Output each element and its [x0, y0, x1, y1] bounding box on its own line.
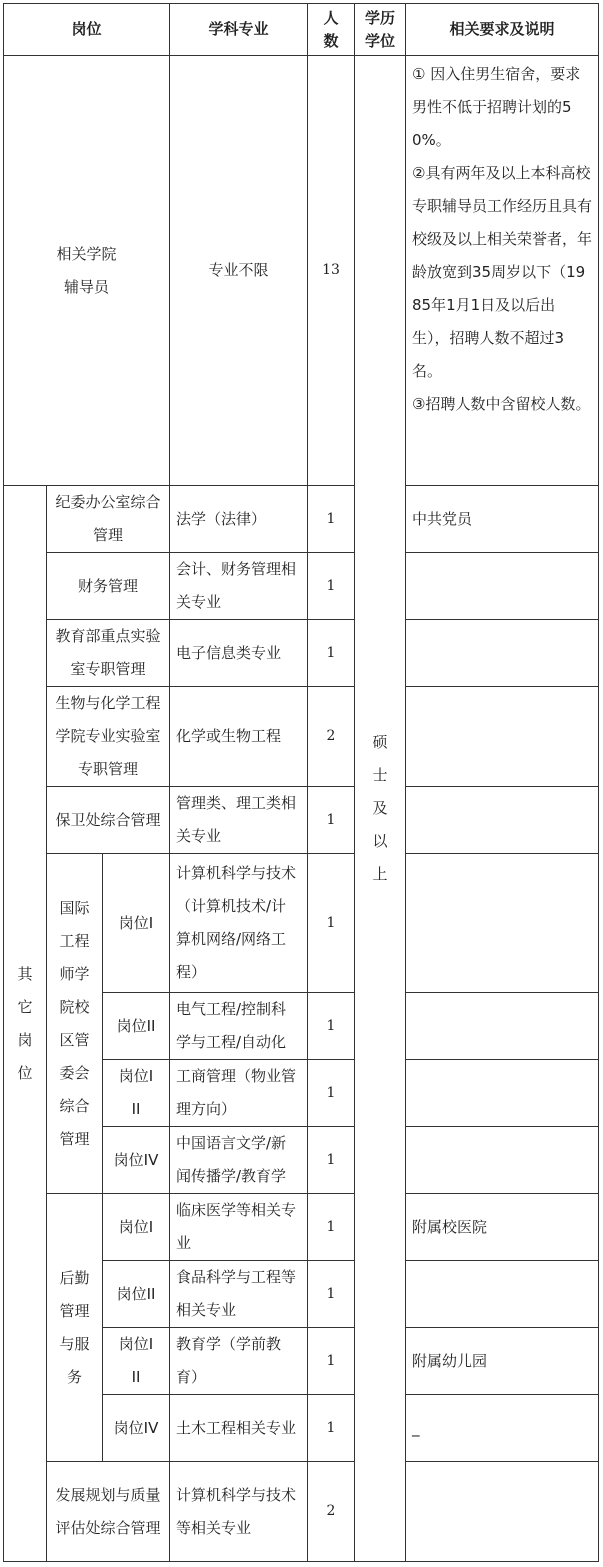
- post-cell: 教育部重点实验室专职管理: [47, 620, 170, 687]
- counselor-major: 专业不限: [170, 56, 308, 486]
- notes-cell: [406, 1462, 599, 1562]
- count-cell: 1: [308, 553, 355, 620]
- notes-cell: [406, 993, 599, 1060]
- notes-cell: _: [406, 1395, 599, 1462]
- major-cell: 电子信息类专业: [170, 620, 308, 687]
- sub-post-cell: 岗位II: [103, 1261, 170, 1328]
- notes-cell: [406, 787, 599, 854]
- sub-post-cell: 岗位III: [103, 1328, 170, 1395]
- count-cell: 1: [308, 1328, 355, 1395]
- table-row: [4, 1194, 599, 1261]
- counselor-count: 13: [308, 56, 355, 486]
- sub-post-cell: 岗位I: [103, 854, 170, 993]
- post-cell: 纪委办公室综合管理: [47, 486, 170, 553]
- recruitment-table: [3, 3, 599, 1562]
- post-cell: 保卫处综合管理: [47, 787, 170, 854]
- sub-post-cell: 岗位IV: [103, 1127, 170, 1194]
- major-cell: 教育学（学前教育）: [170, 1328, 308, 1395]
- header-notes: 相关要求及说明: [406, 4, 599, 56]
- notes-cell: 中共党员: [406, 486, 599, 553]
- sub-post-cell: 岗位IV: [103, 1395, 170, 1462]
- header-count: 人数: [308, 4, 355, 56]
- notes-cell: 附属校医院: [406, 1194, 599, 1261]
- major-cell: 化学或生物工程: [170, 687, 308, 787]
- counselor-post: 相关学院辅导员: [4, 56, 170, 486]
- header-post: 岗位: [4, 4, 170, 56]
- intl-group-label: 国际工程师学院校区管委会综合管理: [47, 854, 103, 1194]
- major-cell: 管理类、理工类相关专业: [170, 787, 308, 854]
- notes-cell: [406, 1060, 599, 1127]
- table-row: [4, 620, 599, 687]
- logistics-group-label: 后勤管理与服务: [47, 1194, 103, 1462]
- major-cell: 中国语言文学/新闻传播学/教育学: [170, 1127, 308, 1194]
- count-cell: 1: [308, 854, 355, 993]
- sub-post-cell: 岗位I: [103, 1194, 170, 1261]
- major-cell: 会计、财务管理相关专业: [170, 553, 308, 620]
- major-cell: 电气工程/控制科学与工程/自动化: [170, 993, 308, 1060]
- major-cell: 土木工程相关专业: [170, 1395, 308, 1462]
- counselor-note-1: ① 因入住男生宿舍，要求男性不低于招聘计划的50%。: [412, 65, 581, 149]
- table-row: [4, 854, 599, 993]
- counselor-notes: [406, 56, 599, 486]
- post-cell: 生物与化学工程学院专业实验室专职管理: [47, 687, 170, 787]
- count-cell: 1: [308, 1261, 355, 1328]
- header-row: [4, 4, 599, 56]
- header-major: 学科专业: [170, 4, 308, 56]
- count-cell: 2: [308, 1462, 355, 1562]
- table-row-counselor: [4, 56, 599, 486]
- major-cell: 计算机科学与技术等相关专业: [170, 1462, 308, 1562]
- count-cell: 2: [308, 687, 355, 787]
- count-cell: 1: [308, 486, 355, 553]
- sub-post-cell: 岗位II: [103, 993, 170, 1060]
- table-row: [4, 787, 599, 854]
- count-cell: 1: [308, 1194, 355, 1261]
- notes-cell: [406, 1261, 599, 1328]
- count-cell: 1: [308, 1060, 355, 1127]
- major-cell: 法学（法律）: [170, 486, 308, 553]
- table-row: [4, 1462, 599, 1562]
- notes-cell: [406, 687, 599, 787]
- major-cell: 计算机科学与技术（计算机技术/计算机网络/网络工程）: [170, 854, 308, 993]
- count-cell: 1: [308, 1395, 355, 1462]
- header-degree: 学历学位: [355, 4, 406, 56]
- major-cell: 临床医学等相关专业: [170, 1194, 308, 1261]
- notes-cell: 附属幼儿园: [406, 1328, 599, 1395]
- degree-cell: 硕士及以上: [355, 56, 406, 1562]
- notes-cell: [406, 620, 599, 687]
- post-cell: 发展规划与质量评估处综合管理: [47, 1462, 170, 1562]
- count-cell: 1: [308, 787, 355, 854]
- other-posts-label: 其它岗位: [4, 486, 47, 1562]
- counselor-note-3: ③招聘人数中含留校人数。: [412, 395, 591, 413]
- major-cell: 工商管理（物业管理方向）: [170, 1060, 308, 1127]
- counselor-note-2: ②具有两年及以上本科高校专职辅导员工作经历且具有校级及以上相关荣誉者，年龄放宽到35周岁以下（1985年1月1日及以后出生），招聘人数不超过3名。: [412, 164, 593, 380]
- table-row: [4, 553, 599, 620]
- count-cell: 1: [308, 1127, 355, 1194]
- table-row: [4, 687, 599, 787]
- notes-cell: [406, 854, 599, 993]
- table-row: [4, 486, 599, 553]
- count-cell: 1: [308, 620, 355, 687]
- count-cell: 1: [308, 993, 355, 1060]
- notes-cell: [406, 553, 599, 620]
- sub-post-cell: 岗位III: [103, 1060, 170, 1127]
- post-cell: 财务管理: [47, 553, 170, 620]
- major-cell: 食品科学与工程等相关专业: [170, 1261, 308, 1328]
- notes-cell: [406, 1127, 599, 1194]
